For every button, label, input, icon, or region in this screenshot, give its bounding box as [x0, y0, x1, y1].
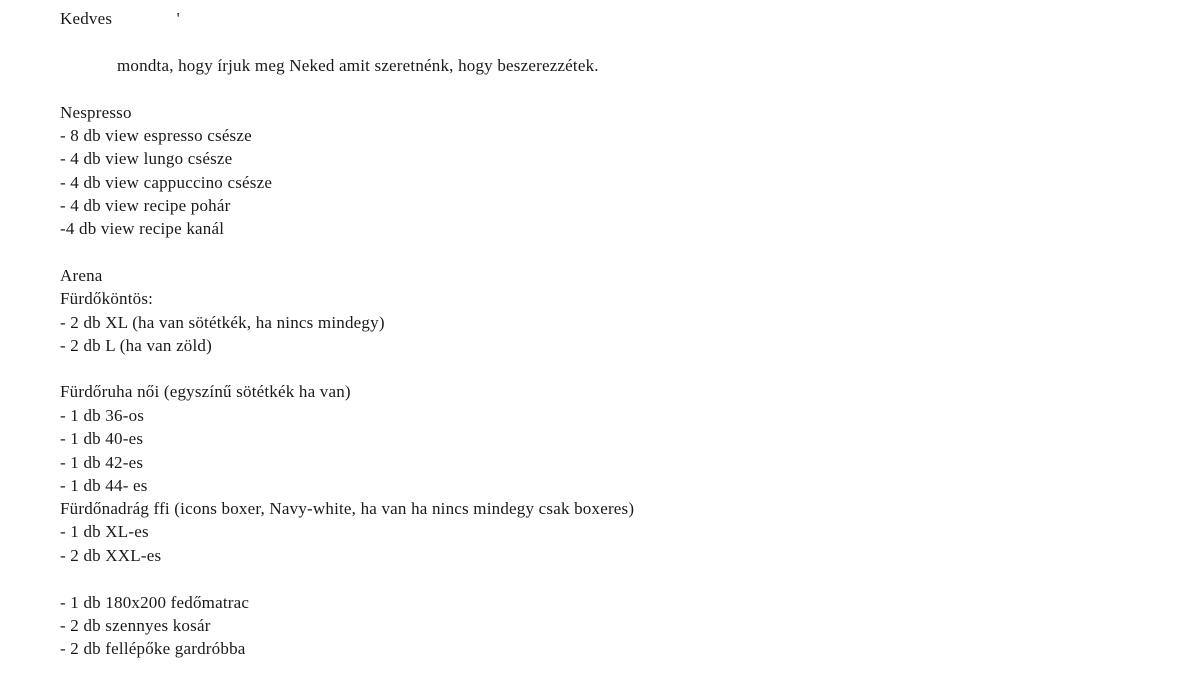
list-item: - 2 db XL (ha van sötétkék, ha nincs mindegy)	[60, 313, 385, 332]
greeting	[60, 9, 180, 29]
list-item: - 1 db 40-es	[60, 429, 144, 448]
list-item: - 2 db fellépőke gardróbba	[60, 639, 246, 658]
section-subtitle-bathrobe: Fürdőköntös:	[60, 289, 154, 308]
list-item: -4 db view recipe kanál	[60, 219, 225, 238]
list-item: - 1 db 180x200 fedőmatrac	[60, 593, 250, 612]
section-title-arena: Arena	[60, 266, 103, 285]
section-title-nespresso: Nespresso	[60, 103, 132, 122]
intro-line: mondta, hogy írjuk meg Neked amit szeretnénk, hogy beszerezzétek.	[117, 56, 599, 75]
list-item: - 8 db view espresso csésze	[60, 126, 252, 145]
section-title-swimtrunks: Fürdőnadrág ffi (icons boxer, Navy-white, ha van ha nincs mindegy csak boxeres)	[60, 499, 635, 518]
list-item: - 1 db 44- es	[60, 476, 148, 495]
list-item: - 2 db szennyes kosár	[60, 616, 211, 635]
section-title-swimsuit: Fürdőruha női (egyszínű sötétkék ha van)	[60, 382, 351, 401]
greeting-redacted-mark: '	[176, 9, 180, 28]
list-item: - 1 db 36-os	[60, 406, 145, 425]
list-item: - 4 db view recipe pohár	[60, 196, 231, 215]
list-item: - 1 db 42-es	[60, 453, 144, 472]
greeting-text: Kedves	[60, 9, 113, 28]
list-item: - 4 db view lungo csésze	[60, 149, 233, 168]
list-item: - 2 db XXL-es	[60, 546, 162, 565]
list-item: - 1 db XL-es	[60, 522, 149, 541]
list-item: - 4 db view cappuccino csésze	[60, 173, 273, 192]
list-item: - 2 db L (ha van zöld)	[60, 336, 212, 355]
